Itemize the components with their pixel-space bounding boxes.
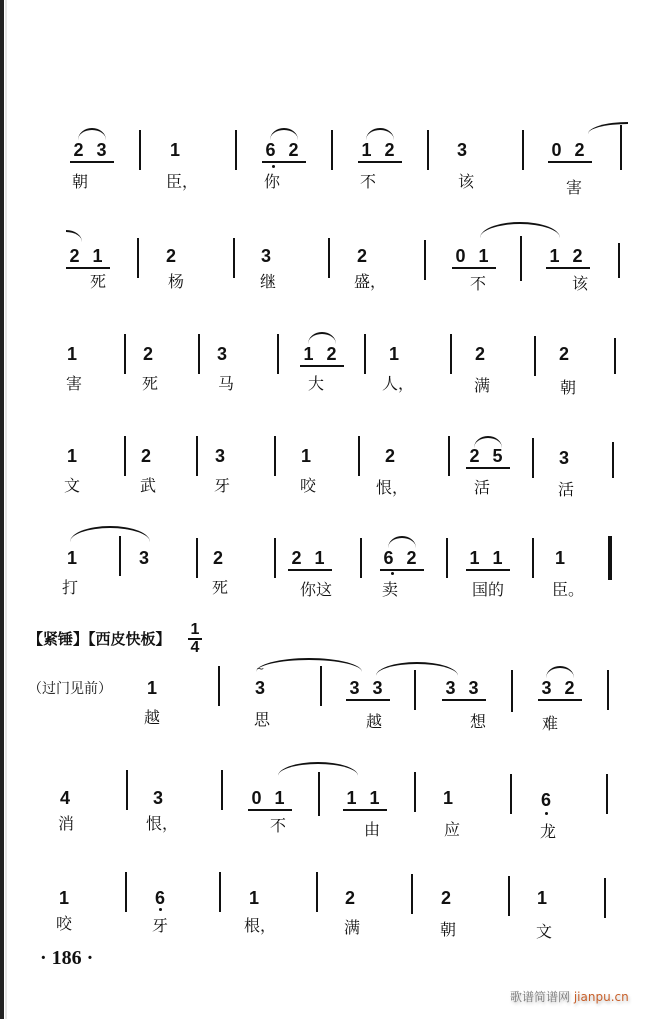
time-signature: [188, 622, 202, 656]
barline: [606, 774, 608, 814]
barline: [411, 874, 413, 914]
barline: [607, 670, 609, 710]
barline: [618, 243, 620, 278]
lyric: 龙: [539, 822, 556, 841]
barline: [614, 338, 616, 374]
note-group: 2: [356, 246, 371, 266]
lyric: 杨: [167, 272, 184, 291]
note-group: 3: [216, 344, 231, 364]
lyric: 该: [457, 172, 474, 191]
note-group: 1: [554, 548, 569, 568]
score-row-6: [0, 660, 672, 760]
lyric: 咬: [55, 914, 72, 933]
lyric: 死: [89, 272, 106, 291]
barline: [137, 238, 139, 278]
note-group: 1: [536, 888, 551, 908]
barline: [604, 878, 606, 918]
note-group: 3: [456, 140, 471, 160]
barline: [124, 334, 126, 374]
barline: [360, 538, 362, 578]
barline: [424, 240, 426, 280]
lyric: 活: [473, 478, 490, 497]
final-barline: [608, 536, 612, 580]
watermark-url: jianpu.cn: [573, 990, 629, 1004]
note-group: 3: [260, 246, 275, 266]
note-group: 0 1: [452, 246, 496, 269]
note-group: 3: [254, 678, 269, 698]
lyric: 活: [557, 480, 574, 499]
lyric: 消: [57, 814, 74, 833]
score-row-3: [0, 332, 672, 432]
slur: [366, 128, 394, 140]
barline: [221, 770, 223, 810]
lyric: 臣。: [551, 580, 584, 599]
lyric: 应: [443, 820, 460, 839]
lyric: 打: [61, 578, 78, 597]
lyric: 满: [473, 376, 490, 395]
barline: [126, 770, 128, 810]
lyric: 大: [307, 374, 324, 393]
lyric: 恨，: [145, 814, 178, 833]
lyric: 你这: [299, 580, 332, 599]
barline: [331, 130, 333, 170]
barline: [612, 442, 614, 478]
low-octave-dot: [159, 908, 162, 911]
lyric: 不: [359, 172, 376, 191]
lyric: 越: [365, 712, 382, 731]
barline: [522, 130, 524, 170]
note-group: 6: [540, 790, 555, 810]
time-signature-denominator: 4: [190, 639, 200, 656]
lyric: 臣，: [165, 172, 198, 191]
barline: [448, 436, 450, 476]
barline: [510, 774, 512, 814]
note-group: 1: [442, 788, 457, 808]
barline: [450, 334, 452, 374]
barline: [218, 666, 220, 706]
barline: [318, 772, 320, 816]
barline: [139, 130, 141, 170]
lyric: 朝: [71, 172, 88, 191]
note-group: 1: [66, 548, 81, 568]
barline: [358, 436, 360, 476]
note-group: 0 1: [248, 788, 292, 811]
lyric: 想: [469, 712, 486, 731]
barline: [446, 538, 448, 578]
lyric: 牙: [151, 916, 168, 935]
lyric: 不: [269, 816, 286, 835]
note-group: 2 1: [288, 548, 332, 571]
note-group: 3: [214, 446, 229, 466]
lyric: 该: [571, 274, 588, 293]
barline: [520, 236, 522, 281]
note-group: 4: [59, 788, 74, 808]
note-group: 2: [558, 344, 573, 364]
score-row-5: [0, 528, 672, 628]
barline: [274, 538, 276, 578]
tie-continues: [588, 122, 628, 134]
note-group: 1: [300, 446, 315, 466]
note-group: 3: [558, 448, 573, 468]
lyric: 由: [363, 820, 380, 839]
barline: [532, 438, 534, 478]
note-group: 6: [154, 888, 169, 908]
barline: [277, 334, 279, 374]
trill-ornament: ~: [256, 664, 265, 675]
barline: [274, 436, 276, 476]
lyric: 武: [139, 476, 156, 495]
barline: [198, 334, 200, 374]
note-group: 1: [169, 140, 184, 160]
score-row-1: [0, 120, 672, 220]
note-group: 6 2: [262, 140, 306, 163]
barline: [532, 538, 534, 578]
lyric: 恨，: [375, 478, 408, 497]
slur: [78, 128, 106, 140]
note-group: 2: [440, 888, 455, 908]
barline: [235, 130, 237, 170]
barline: [534, 336, 536, 376]
note-group: 1 2: [300, 344, 344, 367]
lyric: 马: [217, 374, 234, 393]
note-group: 1: [58, 888, 73, 908]
low-octave-dot: [272, 165, 275, 168]
note-group: 2 1: [66, 246, 110, 269]
note-group: 1: [146, 678, 161, 698]
note-group: 3 3: [442, 678, 486, 701]
note-group: 1 1: [466, 548, 510, 571]
note-group: 1: [66, 446, 81, 466]
lyric: 继: [259, 272, 276, 291]
barline: [125, 872, 127, 912]
lyric: 害: [565, 178, 582, 197]
note-group: 2: [384, 446, 399, 466]
lyric: 满: [343, 918, 360, 937]
note-group: 1 2: [546, 246, 590, 269]
lyric: 害: [65, 374, 82, 393]
slur: [270, 128, 298, 140]
lyric: 你: [263, 172, 280, 191]
slur: [376, 662, 458, 676]
lyric: 牙: [213, 476, 230, 495]
lyric: 国的: [471, 580, 504, 599]
slur: [256, 658, 362, 672]
barline: [508, 876, 510, 916]
score-row-2: [0, 228, 672, 328]
note-group: 1 1: [343, 788, 387, 811]
lyric: 难: [541, 714, 558, 733]
section-header: 【紧锤】【西皮快板】: [28, 630, 171, 648]
watermark: [510, 988, 660, 1010]
barline: [620, 125, 622, 170]
barline: [328, 238, 330, 278]
slur: [388, 536, 416, 548]
interlude-note: （过门见前）: [28, 681, 112, 697]
barline: [316, 872, 318, 912]
note-group: 2: [140, 446, 155, 466]
barline: [196, 436, 198, 476]
barline: [233, 238, 235, 278]
watermark-site-name: 歌谱简谱网: [510, 990, 571, 1004]
lyric: 根，: [243, 916, 276, 935]
barline: [364, 334, 366, 374]
note-group: 2: [165, 246, 180, 266]
barline: [414, 670, 416, 710]
note-group: 0 2: [548, 140, 592, 163]
note-group: 1: [248, 888, 263, 908]
note-group: 2 3: [70, 140, 114, 163]
lyric: 文: [63, 476, 80, 495]
low-octave-dot: [545, 812, 548, 815]
note-group: 1 2: [358, 140, 402, 163]
barline: [219, 872, 221, 912]
lyric: 盛，: [353, 272, 386, 291]
note-group: 2 5: [466, 446, 510, 469]
note-group: 1: [66, 344, 81, 364]
score-row-7: [0, 760, 672, 860]
lyric: 文: [535, 922, 552, 941]
low-octave-dot: [391, 572, 394, 575]
lyric: 人，: [381, 374, 414, 393]
slur: [70, 526, 150, 542]
slur: [546, 666, 574, 678]
lyric: 死: [141, 374, 158, 393]
note-group: 2: [474, 344, 489, 364]
barline: [119, 536, 121, 576]
note-group: 2: [142, 344, 157, 364]
score-row-4: [0, 432, 672, 532]
lyric: 朝: [559, 378, 576, 397]
score-row-8: [0, 860, 672, 960]
slur: [308, 332, 336, 344]
barline: [414, 772, 416, 812]
barline: [320, 666, 322, 706]
barline: [427, 130, 429, 170]
note-group: 3 3: [346, 678, 390, 701]
note-group: 3 2: [538, 678, 582, 701]
note-group: 2: [344, 888, 359, 908]
note-group: 3: [138, 548, 153, 568]
time-signature-numerator: 1: [188, 622, 202, 640]
lyric: 朝: [439, 920, 456, 939]
lyric: 越: [143, 708, 160, 727]
lyric: 思: [253, 710, 270, 729]
note-group: 3: [152, 788, 167, 808]
page-number: · 186 ·: [40, 947, 94, 969]
note-group: 2: [212, 548, 227, 568]
lyric: 卖: [381, 580, 398, 599]
note-group: 6 2: [380, 548, 424, 571]
barline: [511, 670, 513, 712]
note-group: 1: [388, 344, 403, 364]
lyric: 咬: [299, 476, 316, 495]
lyric: 死: [211, 578, 228, 597]
tie-incoming: [66, 230, 82, 242]
lyric: 不: [469, 274, 486, 293]
